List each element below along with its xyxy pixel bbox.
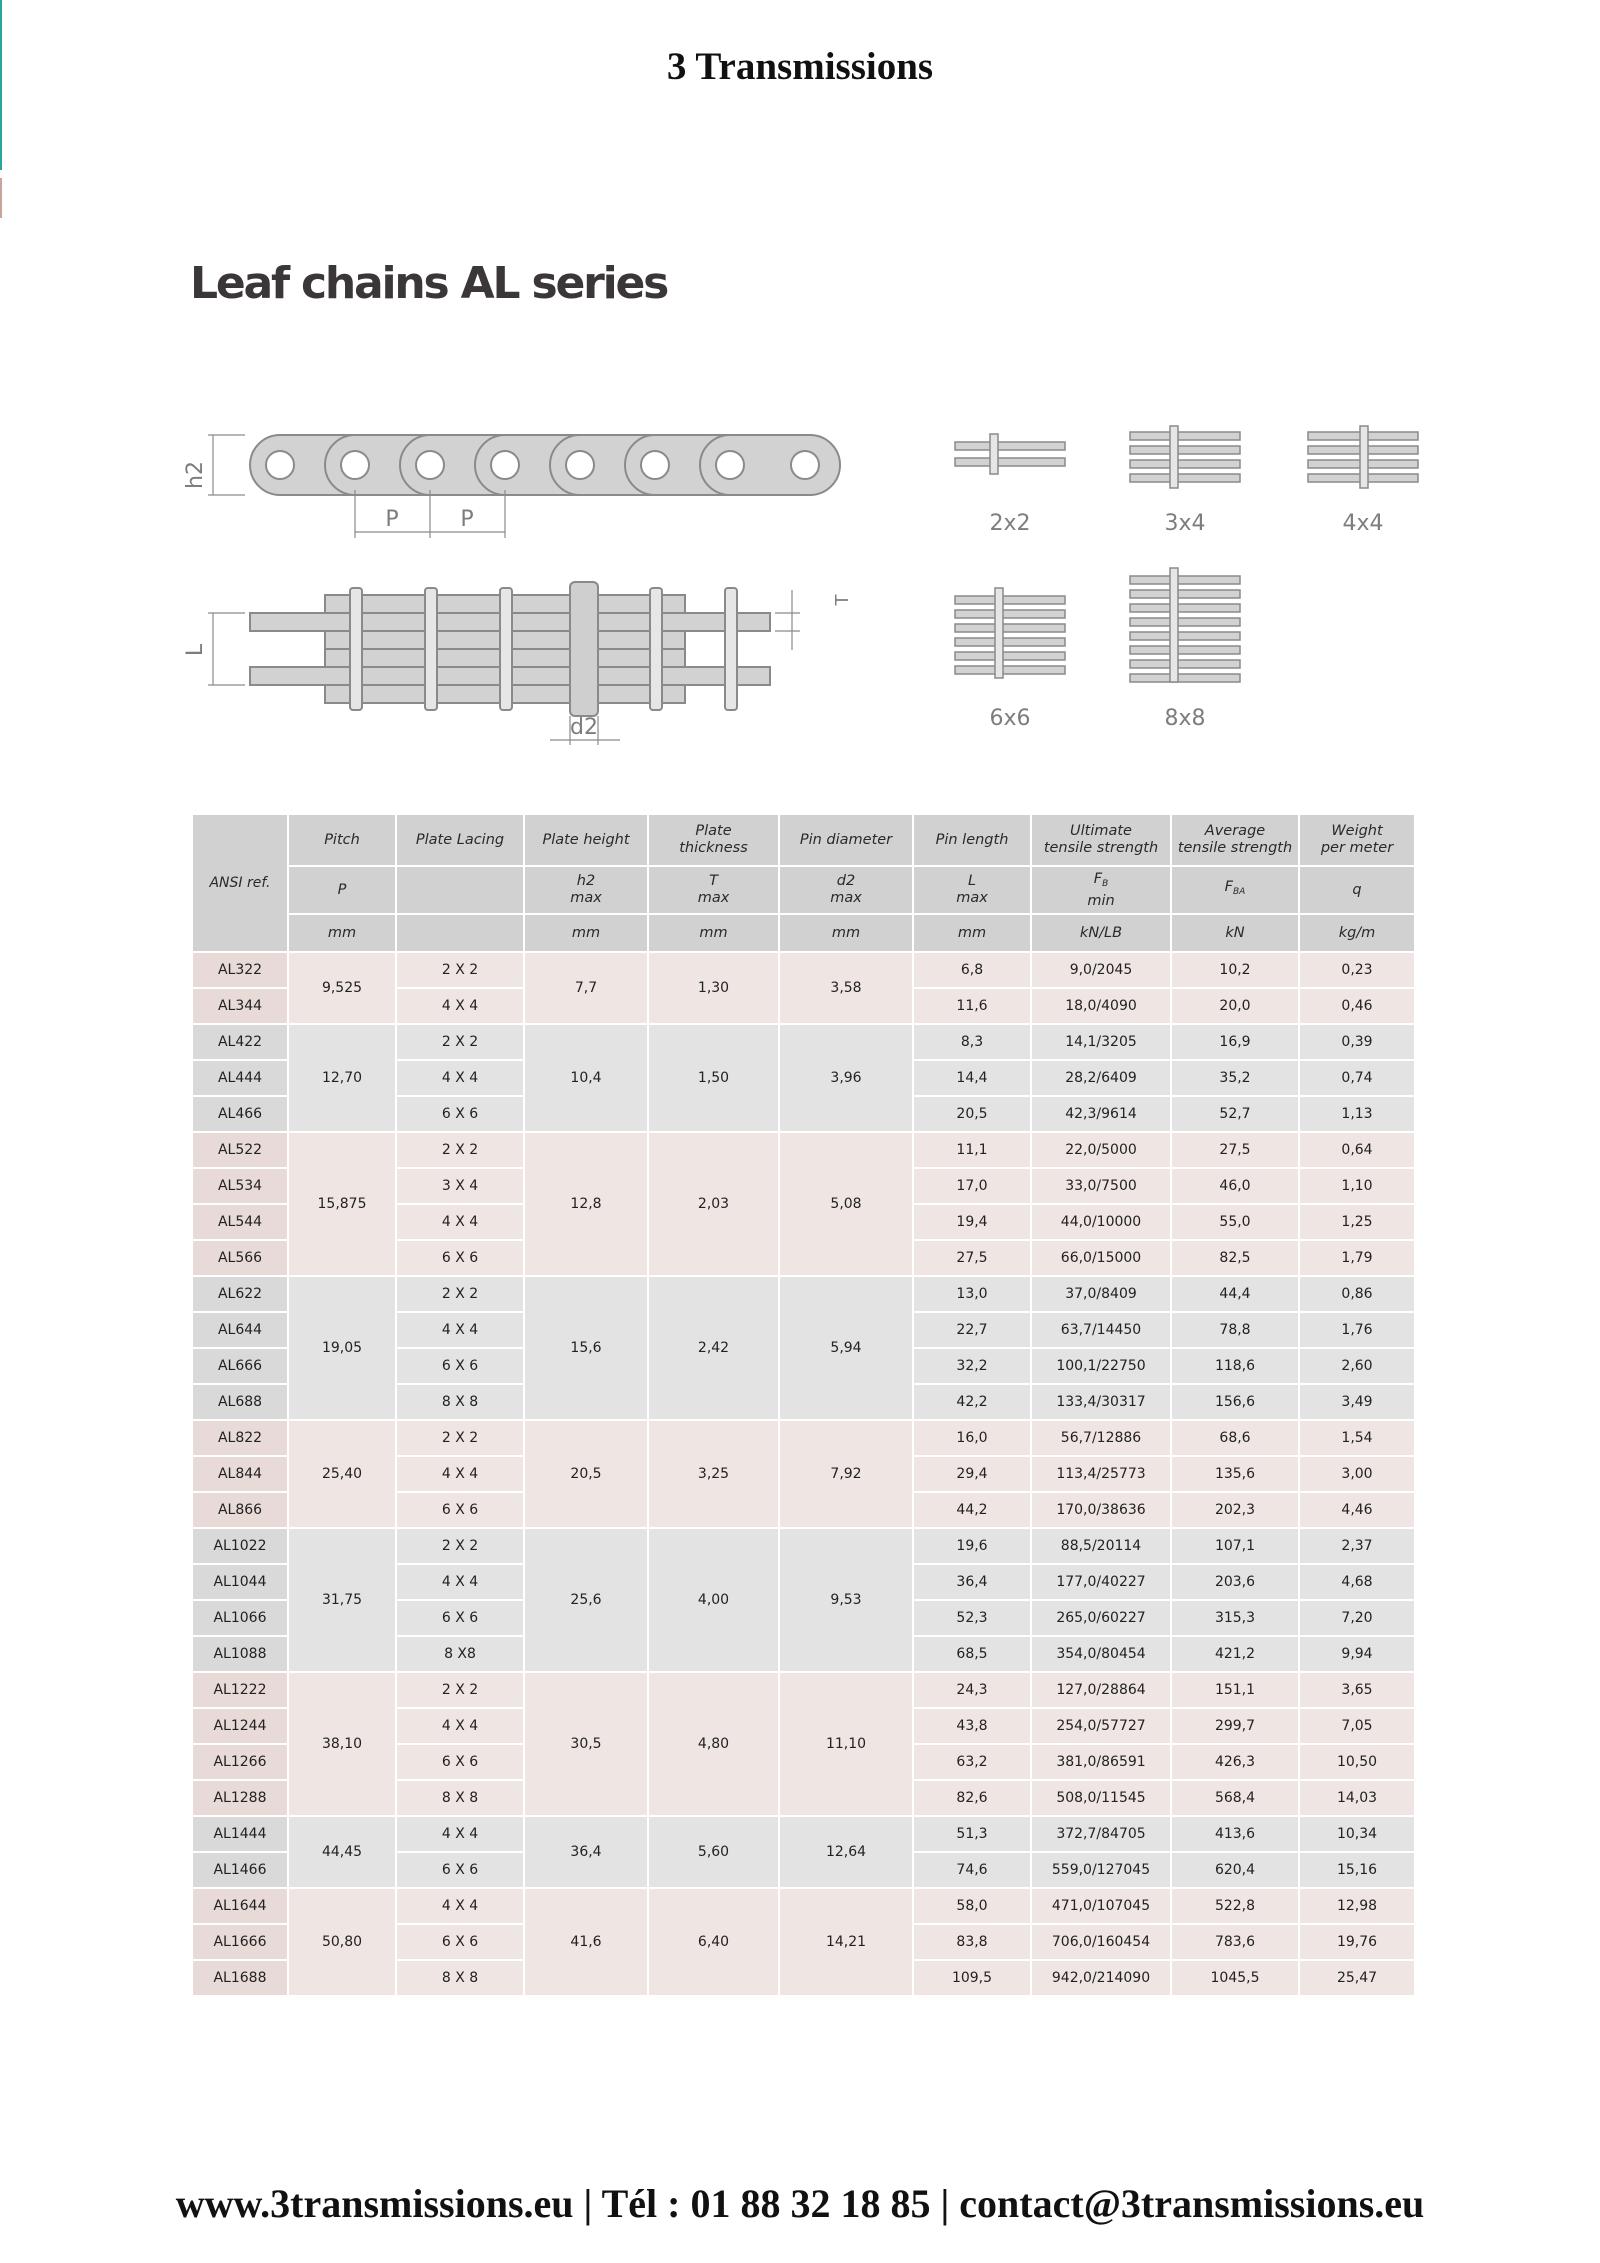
cell-ansi-ref: AL522 bbox=[192, 1132, 288, 1168]
cell-average-tensile: 78,8 bbox=[1171, 1312, 1299, 1348]
cell-plate-height: 20,5 bbox=[524, 1420, 648, 1528]
cell-weight: 3,00 bbox=[1299, 1456, 1415, 1492]
cell-plate-lacing: 8 X 8 bbox=[396, 1960, 524, 1996]
cell-weight: 1,13 bbox=[1299, 1096, 1415, 1132]
cell-pitch: 44,45 bbox=[288, 1816, 396, 1888]
cell-plate-lacing: 4 X 4 bbox=[396, 1456, 524, 1492]
cell-pin-length: 42,2 bbox=[913, 1384, 1031, 1420]
cell-ansi-ref: AL544 bbox=[192, 1204, 288, 1240]
cell-pin-length: 27,5 bbox=[913, 1240, 1031, 1276]
cell-pin-length: 52,3 bbox=[913, 1600, 1031, 1636]
cell-weight: 0,86 bbox=[1299, 1276, 1415, 1312]
cell-ansi-ref: AL644 bbox=[192, 1312, 288, 1348]
cell-plate-lacing: 4 X 4 bbox=[396, 1888, 524, 1924]
cell-ansi-ref: AL1044 bbox=[192, 1564, 288, 1600]
section-title: Leaf chains AL series bbox=[190, 258, 668, 309]
symbol-pin-diameter: d2 max bbox=[779, 866, 913, 914]
label-pitch-2: P bbox=[460, 507, 474, 532]
cell-average-tensile: 315,3 bbox=[1171, 1600, 1299, 1636]
cell-weight: 3,65 bbox=[1299, 1672, 1415, 1708]
cell-weight: 1,10 bbox=[1299, 1168, 1415, 1204]
header-plate-thickness: Plate thickness bbox=[648, 814, 779, 866]
cell-ultimate-tensile: 63,7/14450 bbox=[1031, 1312, 1171, 1348]
cell-pin-diameter: 5,94 bbox=[779, 1276, 913, 1420]
cell-average-tensile: 426,3 bbox=[1171, 1744, 1299, 1780]
cell-weight: 1,76 bbox=[1299, 1312, 1415, 1348]
cell-average-tensile: 52,7 bbox=[1171, 1096, 1299, 1132]
cell-plate-lacing: 2 X 2 bbox=[396, 1024, 524, 1060]
cell-pitch: 31,75 bbox=[288, 1528, 396, 1672]
lacing-icon-8x8 bbox=[1130, 568, 1240, 682]
cell-plate-thickness: 3,25 bbox=[648, 1420, 779, 1528]
cell-plate-height: 25,6 bbox=[524, 1528, 648, 1672]
cell-plate-lacing: 2 X 2 bbox=[396, 1276, 524, 1312]
cell-pin-length: 11,6 bbox=[913, 988, 1031, 1024]
cell-ultimate-tensile: 42,3/9614 bbox=[1031, 1096, 1171, 1132]
cell-weight: 0,64 bbox=[1299, 1132, 1415, 1168]
table-row bbox=[192, 1816, 1415, 1852]
cell-ultimate-tensile: 18,0/4090 bbox=[1031, 988, 1171, 1024]
cell-ultimate-tensile: 254,0/57727 bbox=[1031, 1708, 1171, 1744]
cell-pin-diameter: 7,92 bbox=[779, 1420, 913, 1528]
cell-average-tensile: 35,2 bbox=[1171, 1060, 1299, 1096]
symbol-pin-length: L max bbox=[913, 866, 1031, 914]
cell-ansi-ref: AL688 bbox=[192, 1384, 288, 1420]
cell-plate-thickness: 6,40 bbox=[648, 1888, 779, 1996]
cell-average-tensile: 421,2 bbox=[1171, 1636, 1299, 1672]
cell-weight: 0,39 bbox=[1299, 1024, 1415, 1060]
cell-ultimate-tensile: 471,0/107045 bbox=[1031, 1888, 1171, 1924]
cell-weight: 0,74 bbox=[1299, 1060, 1415, 1096]
cell-pin-length: 24,3 bbox=[913, 1672, 1031, 1708]
cell-pin-length: 14,4 bbox=[913, 1060, 1031, 1096]
unit-plate-thickness: mm bbox=[648, 914, 779, 952]
cell-plate-lacing: 2 X 2 bbox=[396, 1672, 524, 1708]
unit-ultimate: kN/LB bbox=[1031, 914, 1171, 952]
header-ansi-ref: ANSI ref. bbox=[192, 814, 288, 952]
cell-plate-lacing: 4 X 4 bbox=[396, 1708, 524, 1744]
cell-pin-diameter: 12,64 bbox=[779, 1816, 913, 1888]
table-row bbox=[192, 1528, 1415, 1564]
cell-ansi-ref: AL566 bbox=[192, 1240, 288, 1276]
cell-pin-length: 68,5 bbox=[913, 1636, 1031, 1672]
cell-average-tensile: 55,0 bbox=[1171, 1204, 1299, 1240]
cell-ansi-ref: AL866 bbox=[192, 1492, 288, 1528]
cell-ultimate-tensile: 170,0/38636 bbox=[1031, 1492, 1171, 1528]
header-pin-diameter: Pin diameter bbox=[779, 814, 913, 866]
cell-pitch: 19,05 bbox=[288, 1276, 396, 1420]
cell-ultimate-tensile: 66,0/15000 bbox=[1031, 1240, 1171, 1276]
cell-pin-length: 19,6 bbox=[913, 1528, 1031, 1564]
table-row bbox=[192, 1420, 1415, 1456]
cell-plate-thickness: 2,42 bbox=[648, 1276, 779, 1420]
cell-average-tensile: 82,5 bbox=[1171, 1240, 1299, 1276]
cell-pin-length: 51,3 bbox=[913, 1816, 1031, 1852]
cell-plate-lacing: 2 X 2 bbox=[396, 1420, 524, 1456]
header-average-tensile: Average tensile strength bbox=[1171, 814, 1299, 866]
table-row bbox=[192, 1672, 1415, 1708]
cell-plate-lacing: 6 X 6 bbox=[396, 1240, 524, 1276]
cell-average-tensile: 568,4 bbox=[1171, 1780, 1299, 1816]
cell-plate-lacing: 3 X 4 bbox=[396, 1168, 524, 1204]
cell-weight: 2,60 bbox=[1299, 1348, 1415, 1384]
cell-plate-thickness: 4,00 bbox=[648, 1528, 779, 1672]
cell-pin-length: 83,8 bbox=[913, 1924, 1031, 1960]
cell-plate-lacing: 4 X 4 bbox=[396, 1816, 524, 1852]
cell-average-tensile: 203,6 bbox=[1171, 1564, 1299, 1600]
cell-pin-diameter: 5,08 bbox=[779, 1132, 913, 1276]
cell-plate-height: 36,4 bbox=[524, 1816, 648, 1888]
cell-average-tensile: 135,6 bbox=[1171, 1456, 1299, 1492]
cell-weight: 12,98 bbox=[1299, 1888, 1415, 1924]
chain-technical-drawing bbox=[180, 400, 1430, 760]
cell-pitch: 15,875 bbox=[288, 1132, 396, 1276]
cell-ultimate-tensile: 381,0/86591 bbox=[1031, 1744, 1171, 1780]
cell-average-tensile: 10,2 bbox=[1171, 952, 1299, 988]
header-plate-lacing: Plate Lacing bbox=[396, 814, 524, 866]
cell-ansi-ref: AL466 bbox=[192, 1096, 288, 1132]
cell-pin-diameter: 3,96 bbox=[779, 1024, 913, 1132]
cell-ultimate-tensile: 100,1/22750 bbox=[1031, 1348, 1171, 1384]
cell-pin-diameter: 9,53 bbox=[779, 1528, 913, 1672]
cell-ansi-ref: AL1688 bbox=[192, 1960, 288, 1996]
cell-ultimate-tensile: 942,0/214090 bbox=[1031, 1960, 1171, 1996]
symbol-plate-thickness: T max bbox=[648, 866, 779, 914]
cell-average-tensile: 156,6 bbox=[1171, 1384, 1299, 1420]
cell-plate-thickness: 4,80 bbox=[648, 1672, 779, 1816]
cell-ultimate-tensile: 9,0/2045 bbox=[1031, 952, 1171, 988]
cell-pin-length: 19,4 bbox=[913, 1204, 1031, 1240]
lacing-label-6x6: 6x6 bbox=[989, 706, 1031, 731]
unit-pitch: mm bbox=[288, 914, 396, 952]
cell-pin-length: 13,0 bbox=[913, 1276, 1031, 1312]
cell-plate-lacing: 8 X 8 bbox=[396, 1384, 524, 1420]
cell-ultimate-tensile: 127,0/28864 bbox=[1031, 1672, 1171, 1708]
cell-plate-height: 15,6 bbox=[524, 1276, 648, 1420]
lacing-icon-2x2 bbox=[955, 434, 1065, 474]
cell-ansi-ref: AL1022 bbox=[192, 1528, 288, 1564]
cell-ansi-ref: AL1666 bbox=[192, 1924, 288, 1960]
cell-average-tensile: 522,8 bbox=[1171, 1888, 1299, 1924]
cell-average-tensile: 299,7 bbox=[1171, 1708, 1299, 1744]
cell-plate-lacing: 2 X 2 bbox=[396, 1528, 524, 1564]
cell-plate-lacing: 6 X 6 bbox=[396, 1744, 524, 1780]
symbol-ultimate: $F_B$ min bbox=[1031, 866, 1171, 914]
table-row bbox=[192, 1132, 1415, 1168]
cell-plate-lacing: 4 X 4 bbox=[396, 1204, 524, 1240]
cell-ansi-ref: AL1266 bbox=[192, 1744, 288, 1780]
lacing-label-4x4: 4x4 bbox=[1342, 511, 1384, 536]
lacing-icon-3x4 bbox=[1130, 426, 1240, 488]
label-t: T bbox=[832, 594, 853, 606]
edge-accent-bar-secondary bbox=[0, 178, 2, 218]
cell-weight: 1,25 bbox=[1299, 1204, 1415, 1240]
cell-ultimate-tensile: 44,0/10000 bbox=[1031, 1204, 1171, 1240]
symbol-plate-height: h2 max bbox=[524, 866, 648, 914]
cell-plate-height: 7,7 bbox=[524, 952, 648, 1024]
cell-average-tensile: 151,1 bbox=[1171, 1672, 1299, 1708]
cell-weight: 4,68 bbox=[1299, 1564, 1415, 1600]
cell-plate-thickness: 1,30 bbox=[648, 952, 779, 1024]
cell-ultimate-tensile: 14,1/3205 bbox=[1031, 1024, 1171, 1060]
cell-average-tensile: 16,9 bbox=[1171, 1024, 1299, 1060]
cell-weight: 10,50 bbox=[1299, 1744, 1415, 1780]
cell-pitch: 12,70 bbox=[288, 1024, 396, 1132]
cell-pin-length: 6,8 bbox=[913, 952, 1031, 988]
cell-pin-length: 74,6 bbox=[913, 1852, 1031, 1888]
cell-plate-lacing: 4 X 4 bbox=[396, 988, 524, 1024]
cell-ansi-ref: AL666 bbox=[192, 1348, 288, 1384]
table-row bbox=[192, 1024, 1415, 1060]
cell-ultimate-tensile: 508,0/11545 bbox=[1031, 1780, 1171, 1816]
cell-plate-height: 41,6 bbox=[524, 1888, 648, 1996]
cell-weight: 7,20 bbox=[1299, 1600, 1415, 1636]
unit-weight: kg/m bbox=[1299, 914, 1415, 952]
table-row bbox=[192, 952, 1415, 988]
unit-pin-length: mm bbox=[913, 914, 1031, 952]
cell-weight: 7,05 bbox=[1299, 1708, 1415, 1744]
table-row bbox=[192, 1276, 1415, 1312]
cell-ansi-ref: AL1444 bbox=[192, 1816, 288, 1852]
cell-pin-length: 82,6 bbox=[913, 1780, 1031, 1816]
cell-pin-length: 44,2 bbox=[913, 1492, 1031, 1528]
cell-plate-thickness: 5,60 bbox=[648, 1816, 779, 1888]
cell-ultimate-tensile: 22,0/5000 bbox=[1031, 1132, 1171, 1168]
cell-ansi-ref: AL1066 bbox=[192, 1600, 288, 1636]
header-pitch: Pitch bbox=[288, 814, 396, 866]
cell-ansi-ref: AL1644 bbox=[192, 1888, 288, 1924]
cell-weight: 10,34 bbox=[1299, 1816, 1415, 1852]
cell-ansi-ref: AL344 bbox=[192, 988, 288, 1024]
symbol-weight: q bbox=[1299, 866, 1415, 914]
cell-ultimate-tensile: 372,7/84705 bbox=[1031, 1816, 1171, 1852]
cell-ansi-ref: AL822 bbox=[192, 1420, 288, 1456]
cell-weight: 15,16 bbox=[1299, 1852, 1415, 1888]
cell-plate-lacing: 6 X 6 bbox=[396, 1096, 524, 1132]
cell-pitch: 25,40 bbox=[288, 1420, 396, 1528]
cell-weight: 14,03 bbox=[1299, 1780, 1415, 1816]
cell-pin-diameter: 14,21 bbox=[779, 1888, 913, 1996]
table-row bbox=[192, 1888, 1415, 1924]
cell-ansi-ref: AL844 bbox=[192, 1456, 288, 1492]
cell-pin-length: 32,2 bbox=[913, 1348, 1031, 1384]
cell-pin-length: 8,3 bbox=[913, 1024, 1031, 1060]
cell-plate-thickness: 1,50 bbox=[648, 1024, 779, 1132]
cell-weight: 1,54 bbox=[1299, 1420, 1415, 1456]
cell-ultimate-tensile: 28,2/6409 bbox=[1031, 1060, 1171, 1096]
symbol-lacing bbox=[396, 866, 524, 914]
cell-average-tensile: 413,6 bbox=[1171, 1816, 1299, 1852]
header-weight: Weight per meter bbox=[1299, 814, 1415, 866]
cell-average-tensile: 46,0 bbox=[1171, 1168, 1299, 1204]
lacing-icon-4x4 bbox=[1308, 426, 1418, 488]
cell-average-tensile: 118,6 bbox=[1171, 1348, 1299, 1384]
cell-plate-height: 10,4 bbox=[524, 1024, 648, 1132]
cell-pin-length: 22,7 bbox=[913, 1312, 1031, 1348]
label-d2: d2 bbox=[570, 715, 598, 740]
cell-plate-height: 12,8 bbox=[524, 1132, 648, 1276]
cell-pin-length: 63,2 bbox=[913, 1744, 1031, 1780]
cell-ultimate-tensile: 133,4/30317 bbox=[1031, 1384, 1171, 1420]
cell-pin-length: 17,0 bbox=[913, 1168, 1031, 1204]
cell-plate-thickness: 2,03 bbox=[648, 1132, 779, 1276]
cell-ultimate-tensile: 37,0/8409 bbox=[1031, 1276, 1171, 1312]
chain-plates-side bbox=[250, 435, 840, 495]
cell-ultimate-tensile: 177,0/40227 bbox=[1031, 1564, 1171, 1600]
spec-table-body bbox=[192, 952, 1415, 1996]
symbol-pitch: P bbox=[288, 866, 396, 914]
cell-plate-lacing: 4 X 4 bbox=[396, 1060, 524, 1096]
cell-ansi-ref: AL1244 bbox=[192, 1708, 288, 1744]
cell-ansi-ref: AL1222 bbox=[192, 1672, 288, 1708]
lacing-label-2x2: 2x2 bbox=[989, 511, 1031, 536]
cell-ultimate-tensile: 354,0/80454 bbox=[1031, 1636, 1171, 1672]
cell-pin-diameter: 3,58 bbox=[779, 952, 913, 1024]
cell-weight: 19,76 bbox=[1299, 1924, 1415, 1960]
cell-ultimate-tensile: 113,4/25773 bbox=[1031, 1456, 1171, 1492]
label-l: L bbox=[183, 643, 208, 657]
unit-plate-height: mm bbox=[524, 914, 648, 952]
cell-average-tensile: 68,6 bbox=[1171, 1420, 1299, 1456]
cell-plate-lacing: 6 X 6 bbox=[396, 1348, 524, 1384]
header-pin-length: Pin length bbox=[913, 814, 1031, 866]
cell-ultimate-tensile: 33,0/7500 bbox=[1031, 1168, 1171, 1204]
cell-plate-lacing: 6 X 6 bbox=[396, 1492, 524, 1528]
cell-average-tensile: 107,1 bbox=[1171, 1528, 1299, 1564]
symbol-average: $F_{BA}$ bbox=[1171, 866, 1299, 914]
cell-pitch: 38,10 bbox=[288, 1672, 396, 1816]
cell-average-tensile: 44,4 bbox=[1171, 1276, 1299, 1312]
footer-contact: www.3transmissions.eu | Tél : 01 88 32 18 85 | contact@3transmissions.eu bbox=[175, 2181, 1425, 2226]
cell-plate-lacing: 6 X 6 bbox=[396, 1600, 524, 1636]
cell-average-tensile: 783,6 bbox=[1171, 1924, 1299, 1960]
cell-ultimate-tensile: 56,7/12886 bbox=[1031, 1420, 1171, 1456]
lacing-label-3x4: 3x4 bbox=[1164, 511, 1206, 536]
cell-ansi-ref: AL622 bbox=[192, 1276, 288, 1312]
unit-lacing bbox=[396, 914, 524, 952]
leaf-chain-spec-table bbox=[191, 813, 1416, 1997]
cell-average-tensile: 20,0 bbox=[1171, 988, 1299, 1024]
cell-average-tensile: 202,3 bbox=[1171, 1492, 1299, 1528]
cell-plate-lacing: 6 X 6 bbox=[396, 1852, 524, 1888]
cell-weight: 2,37 bbox=[1299, 1528, 1415, 1564]
cell-plate-lacing: 8 X 8 bbox=[396, 1780, 524, 1816]
header-ultimate-tensile: Ultimate tensile strength bbox=[1031, 814, 1171, 866]
cell-ansi-ref: AL444 bbox=[192, 1060, 288, 1096]
cell-average-tensile: 1045,5 bbox=[1171, 1960, 1299, 1996]
header-plate-height: Plate height bbox=[524, 814, 648, 866]
cell-average-tensile: 620,4 bbox=[1171, 1852, 1299, 1888]
cell-weight: 9,94 bbox=[1299, 1636, 1415, 1672]
cell-pin-length: 109,5 bbox=[913, 1960, 1031, 1996]
cell-plate-lacing: 6 X 6 bbox=[396, 1924, 524, 1960]
label-h2: h2 bbox=[183, 461, 208, 489]
unit-average: kN bbox=[1171, 914, 1299, 952]
cell-pin-length: 36,4 bbox=[913, 1564, 1031, 1600]
cell-ultimate-tensile: 88,5/20114 bbox=[1031, 1528, 1171, 1564]
cell-weight: 1,79 bbox=[1299, 1240, 1415, 1276]
lacing-icon-6x6 bbox=[955, 588, 1065, 678]
cell-pin-diameter: 11,10 bbox=[779, 1672, 913, 1816]
cell-plate-lacing: 4 X 4 bbox=[396, 1312, 524, 1348]
cell-plate-lacing: 2 X 2 bbox=[396, 952, 524, 988]
lacing-label-8x8: 8x8 bbox=[1164, 706, 1206, 731]
cell-pitch: 50,80 bbox=[288, 1888, 396, 1996]
page-header-title: 3 Transmissions bbox=[666, 45, 934, 88]
cell-ansi-ref: AL322 bbox=[192, 952, 288, 988]
cell-pin-length: 58,0 bbox=[913, 1888, 1031, 1924]
cell-pin-length: 16,0 bbox=[913, 1420, 1031, 1456]
cell-pin-length: 43,8 bbox=[913, 1708, 1031, 1744]
cell-weight: 0,46 bbox=[1299, 988, 1415, 1024]
cell-weight: 3,49 bbox=[1299, 1384, 1415, 1420]
cell-pitch: 9,525 bbox=[288, 952, 396, 1024]
cell-weight: 4,46 bbox=[1299, 1492, 1415, 1528]
unit-pin-diameter: mm bbox=[779, 914, 913, 952]
cell-ultimate-tensile: 265,0/60227 bbox=[1031, 1600, 1171, 1636]
cell-ansi-ref: AL1288 bbox=[192, 1780, 288, 1816]
label-pitch-1: P bbox=[385, 507, 399, 532]
cell-pin-length: 29,4 bbox=[913, 1456, 1031, 1492]
cell-ansi-ref: AL1466 bbox=[192, 1852, 288, 1888]
cell-ultimate-tensile: 559,0/127045 bbox=[1031, 1852, 1171, 1888]
cell-pin-length: 20,5 bbox=[913, 1096, 1031, 1132]
cell-pin-length: 11,1 bbox=[913, 1132, 1031, 1168]
cell-ansi-ref: AL422 bbox=[192, 1024, 288, 1060]
cell-weight: 25,47 bbox=[1299, 1960, 1415, 1996]
cell-ansi-ref: AL1088 bbox=[192, 1636, 288, 1672]
cell-plate-lacing: 4 X 4 bbox=[396, 1564, 524, 1600]
cell-plate-lacing: 2 X 2 bbox=[396, 1132, 524, 1168]
cell-weight: 0,23 bbox=[1299, 952, 1415, 988]
cell-ansi-ref: AL534 bbox=[192, 1168, 288, 1204]
cell-average-tensile: 27,5 bbox=[1171, 1132, 1299, 1168]
cell-ultimate-tensile: 706,0/160454 bbox=[1031, 1924, 1171, 1960]
cell-plate-lacing: 8 X8 bbox=[396, 1636, 524, 1672]
cell-plate-height: 30,5 bbox=[524, 1672, 648, 1816]
